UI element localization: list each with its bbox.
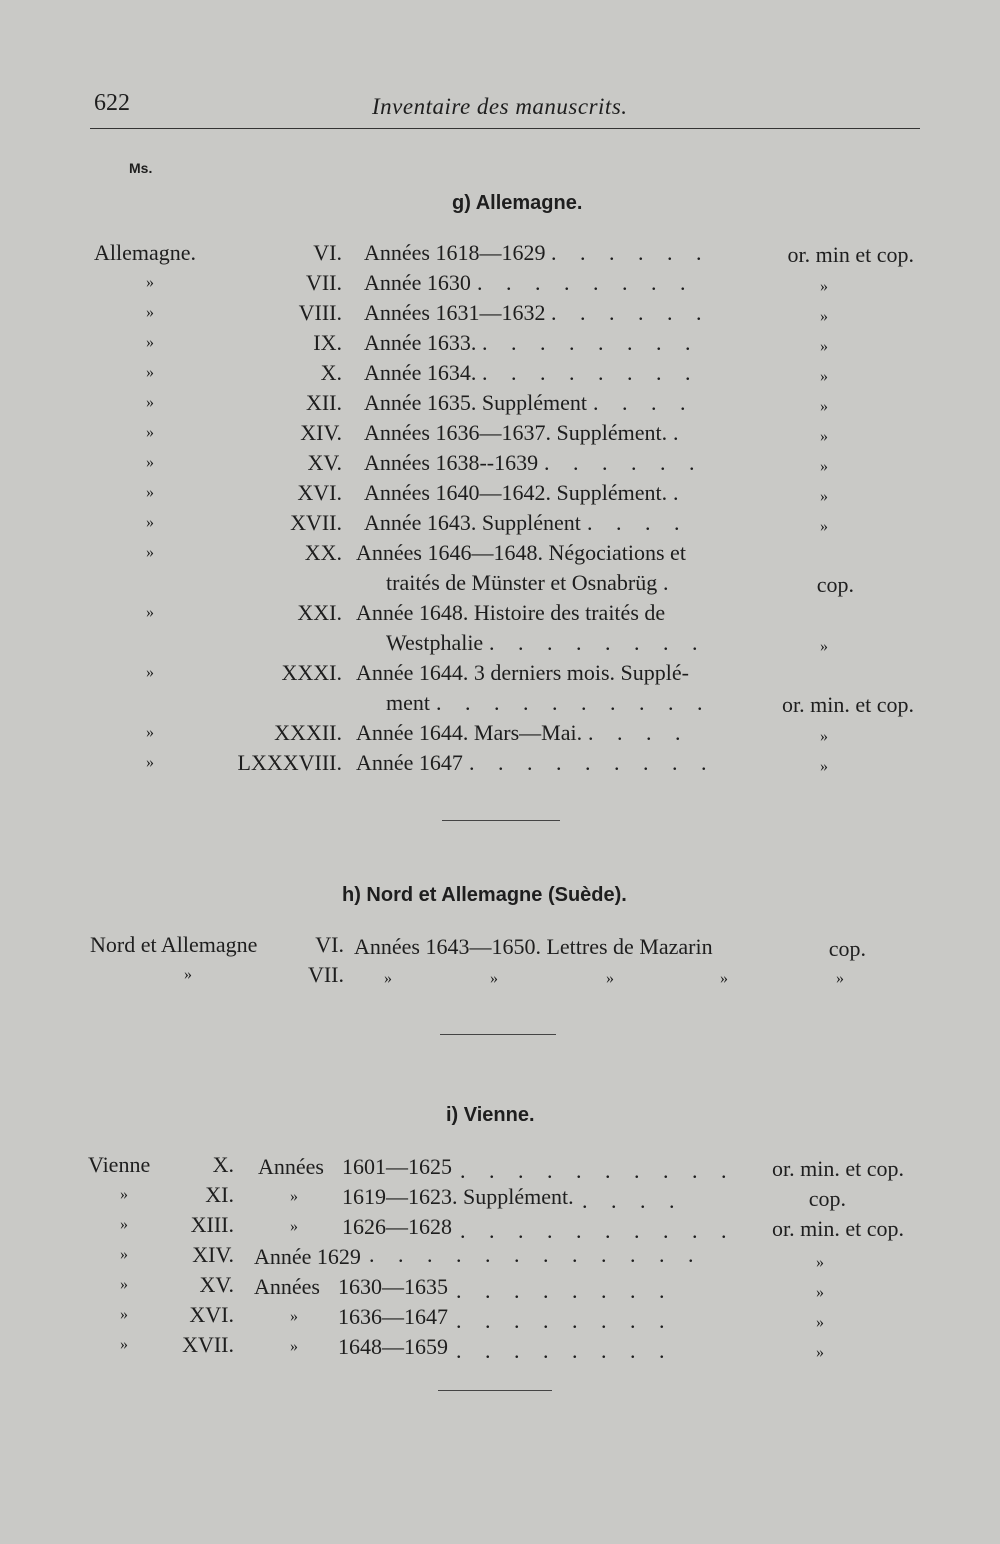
ditto-mark: » [146, 454, 154, 471]
shelf-number: XII. [305, 390, 342, 415]
list-item [0, 1330, 1000, 1363]
shelf-number: XVII. [290, 510, 342, 535]
copy-note: or. min. et cop. [772, 1216, 904, 1241]
ditto-mark: » [720, 970, 728, 987]
entry-text: Années 1631—1632 [364, 300, 546, 325]
copy-note: cop. [828, 936, 866, 961]
ditto-mark: » [146, 484, 154, 501]
entry-text: Années 1646—1648. Négociations et [356, 540, 686, 565]
entry-text: Année 1635. Supplément [364, 390, 588, 415]
shelf-number: XIII. [190, 1212, 234, 1237]
entry-text: Année 1630 [364, 270, 471, 295]
entry-text: Années 1638--1639 [364, 450, 539, 475]
ditto-mark: » [820, 368, 828, 385]
shelf-number: XXI. [297, 600, 342, 625]
row-label: Nord et Allemagne [90, 932, 258, 957]
dot-leader: . . . . . . . . [489, 630, 707, 655]
copy-note: cop. [808, 1186, 846, 1211]
row-label: Vienne [88, 1152, 151, 1177]
section-divider [442, 820, 560, 821]
list-item [0, 748, 1000, 778]
ditto-mark: » [146, 424, 154, 441]
dot-leader: . . . . . . . . [456, 1338, 674, 1363]
ditto-mark: » [290, 1218, 298, 1235]
list-item [0, 448, 1000, 478]
copy-note: or. min. et cop. [772, 1156, 904, 1181]
ditto-mark: » [490, 970, 498, 987]
entry-text: Année 1643. Supplénent [364, 510, 581, 535]
shelf-number: XXXII. [274, 720, 342, 745]
entry-text: Années 1618—1629 [364, 240, 546, 265]
list-item [0, 358, 1000, 388]
ditto-mark: » [146, 334, 154, 351]
entry-text: 1648—1659 [338, 1334, 448, 1359]
entry-text: Année 1644. 3 derniers mois. Supplé- [356, 660, 689, 685]
entry-text: Année 1634. [364, 360, 477, 385]
entry-text: Année 1647 [356, 750, 463, 775]
ditto-mark: » [816, 1344, 824, 1361]
ditto-mark: » [146, 664, 154, 681]
dot-leader: . . . . . . . . [456, 1278, 674, 1303]
list-item [0, 1270, 1000, 1303]
shelf-number: LXXXVIII. [237, 750, 342, 775]
copy-note: or. min. et cop. [782, 692, 914, 717]
dot-leader: . . . . [582, 1188, 684, 1213]
copy-note: cop. [816, 572, 854, 597]
ditto-mark: » [606, 970, 614, 987]
ditto-mark: » [146, 274, 154, 291]
column-label: Ms. [129, 160, 153, 176]
shelf-number: IX. [313, 330, 342, 355]
ditto-mark: » [290, 1338, 298, 1355]
ditto-mark: » [816, 1284, 824, 1301]
shelf-number: XX. [304, 540, 342, 565]
shelf-number: XV. [307, 450, 342, 475]
entry-text: 1626—1628 [342, 1214, 452, 1239]
ditto-mark: » [146, 544, 154, 561]
ditto-mark: » [820, 428, 828, 445]
shelf-number: X. [320, 360, 342, 385]
ditto-mark: » [146, 364, 154, 381]
section-title-allemagne: g) Allemagne. [452, 192, 583, 214]
ditto-mark: » [820, 638, 828, 655]
entry-prefix: Années [258, 1154, 324, 1179]
entry-text: Année 1644. Mars—Mai. [356, 720, 583, 745]
ditto-mark: » [146, 604, 154, 621]
dot-leader: . . . . [587, 510, 689, 535]
list-item [0, 688, 1000, 718]
ditto-mark: » [820, 278, 828, 295]
entry-prefix: Année 1629 [254, 1244, 361, 1269]
ditto-mark: » [146, 754, 154, 771]
shelf-number: VI. [315, 932, 344, 957]
ditto-mark: » [820, 758, 828, 775]
entry-text: ment [386, 690, 430, 715]
ditto-mark: » [820, 398, 828, 415]
ditto-mark: » [120, 1246, 128, 1263]
entry-text: traités de Münster et Osnabrüg [386, 570, 658, 595]
dot-leader: . . . . . . . . . . [436, 690, 712, 715]
dot-leader: . . . . . . . . [482, 330, 700, 355]
ditto-mark: » [146, 724, 154, 741]
ditto-mark: » [816, 1254, 824, 1271]
ditto-mark: » [120, 1216, 128, 1233]
shelf-number: XV. [199, 1272, 234, 1297]
ditto-mark: » [120, 1276, 128, 1293]
shelf-number: XVI. [297, 480, 342, 505]
ditto-mark: » [384, 970, 392, 987]
shelf-number: XIV. [192, 1242, 234, 1267]
list-item [0, 1150, 1000, 1183]
list-item [0, 1210, 1000, 1243]
ditto-mark: » [820, 728, 828, 745]
list-item [0, 238, 1000, 268]
ditto-mark: » [120, 1306, 128, 1323]
ditto-mark: » [820, 308, 828, 325]
dot-leader: . . . . [588, 720, 690, 745]
entry-text: Années 1640—1642. Supplément. [364, 480, 668, 505]
entry-text: 1636—1647 [338, 1304, 448, 1329]
list-item [0, 478, 1000, 508]
ditto-mark: » [816, 1314, 824, 1331]
list-item [0, 508, 1000, 538]
page-number: 622 [94, 90, 130, 116]
running-title: Inventaire des manuscrits. [372, 94, 628, 119]
section-divider [438, 1390, 552, 1391]
ditto-mark: » [146, 304, 154, 321]
ditto-mark: » [184, 966, 192, 983]
header-rule [90, 128, 920, 129]
section-divider [440, 1034, 556, 1035]
list-item [0, 268, 1000, 298]
ditto-mark: » [820, 518, 828, 535]
dot-leader: . . . . . . . . [477, 270, 695, 295]
shelf-number: VI. [313, 240, 342, 265]
dot-leader: . [673, 480, 688, 505]
dot-leader: . . . . . . [551, 300, 711, 325]
ditto-mark: » [146, 394, 154, 411]
shelf-number: X. [212, 1152, 234, 1177]
entry-text: 1619—1623. Supplément. [342, 1184, 574, 1209]
ditto-mark: » [290, 1308, 298, 1325]
dot-leader: . . . . . . . . [456, 1308, 674, 1333]
list-item [0, 930, 1000, 960]
shelf-number: VIII. [298, 300, 342, 325]
list-item [0, 1240, 1000, 1270]
entry-text: 1601—1625 [342, 1154, 452, 1179]
dot-leader: . . . . . . . . [482, 360, 700, 385]
row-label: Allemagne. [94, 240, 197, 265]
shelf-number: XVII. [182, 1332, 234, 1357]
shelf-number: XVI. [189, 1302, 234, 1327]
dot-leader: . . . . . . [551, 240, 711, 265]
list-item [0, 960, 1000, 990]
dot-leader: . [673, 420, 688, 445]
ditto-mark: » [820, 488, 828, 505]
list-item [0, 388, 1000, 418]
list-item [0, 418, 1000, 448]
entry-text: Années 1636—1637. Supplément. [364, 420, 668, 445]
dot-leader: . [663, 570, 678, 595]
list-item [0, 1180, 1000, 1213]
entry-text: Année 1648. Histoire des traités de [356, 600, 666, 625]
ditto-mark: » [146, 514, 154, 531]
ditto-mark: » [290, 1188, 298, 1205]
section-title-vienne: i) Vienne. [446, 1104, 535, 1126]
dot-leader: . . . . . . . . . . [460, 1218, 736, 1243]
dot-leader: . . . . . . . . . . [460, 1158, 736, 1183]
shelf-number: VII. [305, 270, 342, 295]
shelf-number: XXXI. [281, 660, 342, 685]
list-item [0, 298, 1000, 328]
dot-leader: . . . . . . . . . . . . [369, 1242, 703, 1267]
ditto-mark: » [120, 1336, 128, 1353]
entry-text: Westphalie [386, 630, 484, 655]
list-item [0, 718, 1000, 748]
list-item [0, 568, 1000, 598]
list-item [0, 658, 1000, 688]
dot-leader: . . . . . . . . . [469, 750, 716, 775]
entry-text: Années 1643—1650. Lettres de Mazarin [354, 934, 713, 959]
dot-leader: . . . . . . [544, 450, 704, 475]
entry-prefix: Années [254, 1274, 320, 1299]
entry-text: Année 1633. [364, 330, 477, 355]
copy-note: or. min et cop. [787, 242, 914, 267]
list-item [0, 598, 1000, 628]
entry-text: 1630—1635 [338, 1274, 448, 1299]
shelf-number: VII. [307, 962, 344, 987]
dot-leader: . . . . [593, 390, 695, 415]
ditto-mark: » [820, 458, 828, 475]
list-item [0, 1300, 1000, 1333]
ditto-mark: » [120, 1186, 128, 1203]
list-item [0, 328, 1000, 358]
ditto-mark: » [820, 338, 828, 355]
ditto-mark: » [836, 970, 844, 987]
list-item [0, 538, 1000, 568]
list-item [0, 628, 1000, 658]
section-title-nord-allemagne: h) Nord et Allemagne (Suède). [342, 884, 627, 906]
shelf-number: XI. [205, 1182, 234, 1207]
shelf-number: XIV. [300, 420, 342, 445]
